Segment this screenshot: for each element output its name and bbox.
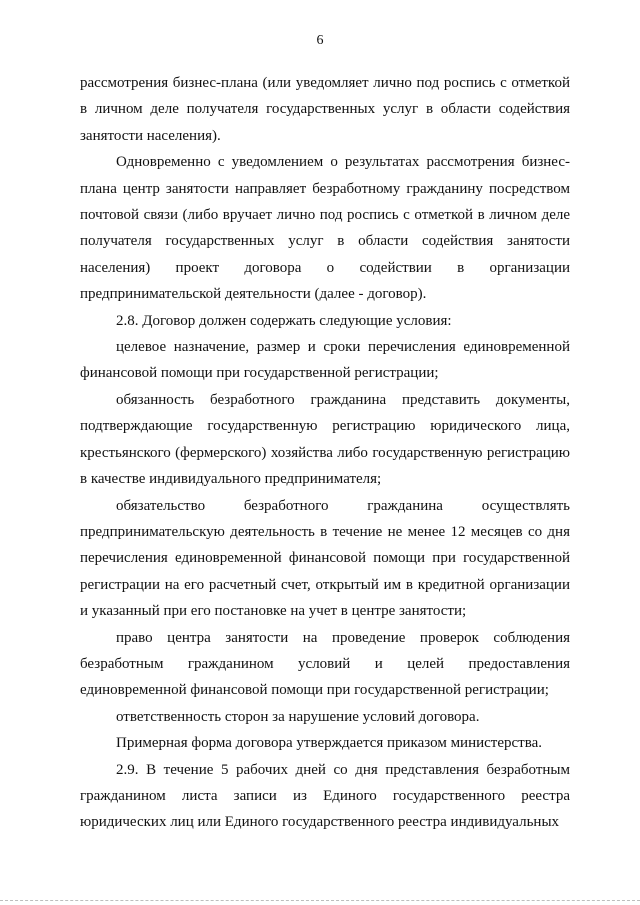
paragraph-continuation: рассмотрения бизнес-плана (или уведомляет лично под роспись с отметкой в личном деле получателя государственных услуг в области содействия занятости населения). bbox=[80, 75, 570, 144]
paragraph-condition-obligation: обязательство безработного гражданина осуществлять предпринимательскую деятельность в течение не менее 12 месяцев со дня перечисления единовременной финансовой помощи при государственной регистрации на его расчетный счет, открытый им в кредитной организации и указанный при его постановке на учет в центре занятости; bbox=[80, 497, 570, 620]
paragraph-condition-inspection: право центра занятости на проведение проверок соблюдения безработным гражданином условий и целей предоставления единовременной финансовой помощи при государственной регистрации; bbox=[80, 629, 570, 699]
paragraph-section-2-9: 2.9. В течение 5 рабочих дней со дня представления безработным гражданином листа записи из Единого государственного реестра юридических лиц или Единого государственного реестра индивидуальных bbox=[80, 761, 570, 831]
bottom-divider bbox=[0, 900, 640, 901]
paragraph-condition-liability: ответственность сторон за нарушение условий договора. bbox=[116, 708, 480, 725]
paragraph-condition-purpose: целевое назначение, размер и сроки перечисления единовременной финансовой помощи при государственной регистрации; bbox=[80, 339, 570, 382]
document-body bbox=[80, 70, 570, 836]
paragraph-condition-documents: обязанность безработного гражданина представить документы, подтверждающие государственную регистрацию юридического лица, крестьянского (фермерского) хозяйства либо государственную регистрацию в качестве индивидуального предпринимателя; bbox=[80, 391, 570, 488]
paragraph-notification: Одновременно с уведомлением о результатах рассмотрения бизнес-плана центр занятости направляет безработному гражданину посредством почтовой связи (либо вручает лично под роспись с отметкой в личном деле получателя государственных услуг в области содействия занятости населения) проект договора о содействии в организации предпринимательской деятельности (далее - договор). bbox=[80, 154, 570, 303]
paragraph-sample-form: Примерная форма договора утверждается приказом министерства. bbox=[116, 735, 543, 752]
page-number: 6 bbox=[316, 33, 324, 48]
paragraph-section-2-8: 2.8. Договор должен содержать следующие условия: bbox=[116, 312, 452, 329]
